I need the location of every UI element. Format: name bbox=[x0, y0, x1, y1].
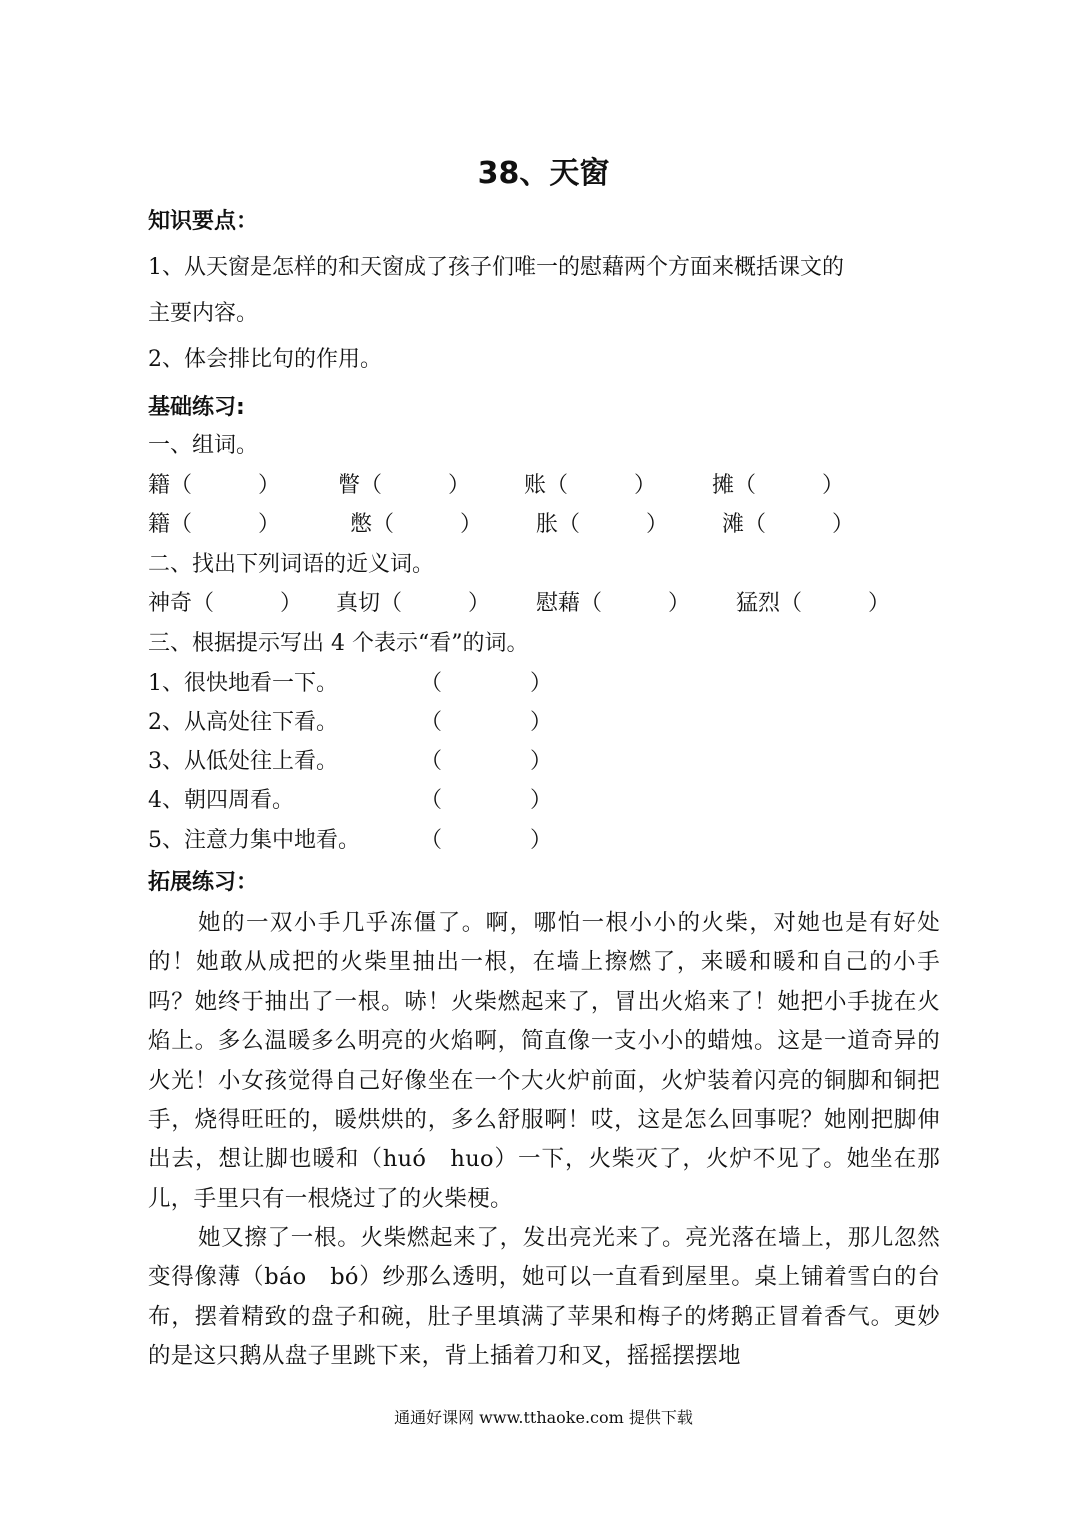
q1-row1-item: 账（ ） bbox=[524, 473, 657, 498]
q1-row2-item: 籍（ ） bbox=[148, 512, 281, 537]
q1-row1-item: 摊（ ） bbox=[712, 473, 845, 498]
q3-title: 三、根据提示写出 4 个表示“看”的词。 bbox=[148, 631, 529, 656]
q1-row1-item: 籍（ ） bbox=[148, 473, 281, 498]
q1-title: 一、组词。 bbox=[148, 433, 259, 458]
q2-title: 二、找出下列词语的近义词。 bbox=[148, 552, 435, 577]
knowledge-item-1-line-1: 1、从天窗是怎样的和天窗成了孩子们唯一的慰藉两个方面来概括课文的 bbox=[148, 255, 844, 280]
q3-item-blank: （ ） bbox=[420, 671, 553, 696]
q2-item: 真切（ ） bbox=[336, 591, 491, 616]
q3-item-blank: （ ） bbox=[420, 788, 553, 813]
q3-item-blank: （ ） bbox=[420, 828, 553, 853]
knowledge-heading: 知识要点： bbox=[148, 209, 259, 234]
q3-item-blank: （ ） bbox=[420, 710, 553, 735]
q1-row2-item: 滩（ ） bbox=[722, 512, 855, 537]
q1-row1-item: 瞥（ ） bbox=[338, 473, 471, 498]
basic-heading: 基础练习: bbox=[148, 395, 245, 420]
extend-heading: 拓展练习： bbox=[148, 870, 259, 895]
knowledge-item-2: 2、体会排比句的作用。 bbox=[148, 347, 382, 372]
q3-item-text: 3、从低处往上看。 bbox=[148, 749, 338, 774]
q3-item-text: 2、从高处往下看。 bbox=[148, 710, 338, 735]
q2-item: 慰藉（ ） bbox=[536, 591, 691, 616]
reading-paragraph-2: 她又擦了一根。火柴燃起来了，发出亮光来了。亮光落在墙上，那儿忽然变得像薄（báo bó）纱那么透明，她可以一直看到屋里。桌上铺着雪白的台布，摆着精致的盘子和碗，肚子里填满了苹果和梅子的烤鹅正冒着香气。更妙的是这只鹅从盘子里跳下来，背上插着刀和叉，摇摇摆摆地 bbox=[148, 1225, 940, 1370]
q2-item: 神奇（ ） bbox=[148, 591, 303, 616]
q3-item-text: 4、朝四周看。 bbox=[148, 788, 294, 813]
q3-item-blank: （ ） bbox=[420, 749, 553, 774]
q1-row2-item: 胀（ ） bbox=[536, 512, 669, 537]
page-title: 38、天窗 bbox=[477, 156, 610, 191]
q3-item-text: 5、注意力集中地看。 bbox=[148, 828, 360, 853]
q1-row2-item: 憋（ ） bbox=[350, 512, 483, 537]
knowledge-item-1-line-2: 主要内容。 bbox=[148, 301, 259, 326]
q3-item-text: 1、很快地看一下。 bbox=[148, 671, 338, 696]
reading-paragraph-1: 她的一双小手几乎冻僵了。啊，哪怕一根小小的火柴，对她也是有好处的！她敢从成把的火柴里抽出一根，在墙上擦燃了，来暖和暖和自己的小手吗？她终于抽出了一根。哧！火柴燃起来了，冒出火焰来了！她把小手拢在火焰上。多么温暖多么明亮的火焰啊，简直像一支小小的蜡烛。这是一道奇异的火光！小女孩觉得自己好像坐在一个大火炉前面，火炉装着闪亮的铜脚和铜把手，烧得旺旺的，暖烘烘的，多么舒服啊！哎，这是怎么回事呢？她刚把脚伸出去，想让脚也暖和（huó huo）一下，火柴灭了，火炉不见了。她坐在那儿，手里只有一根烧过了的火柴梗。 bbox=[148, 910, 940, 1212]
page-footer: 通通好课网 www.tthaoke.com 提供下载 bbox=[394, 1408, 693, 1427]
q2-item: 猛烈（ ） bbox=[736, 591, 891, 616]
